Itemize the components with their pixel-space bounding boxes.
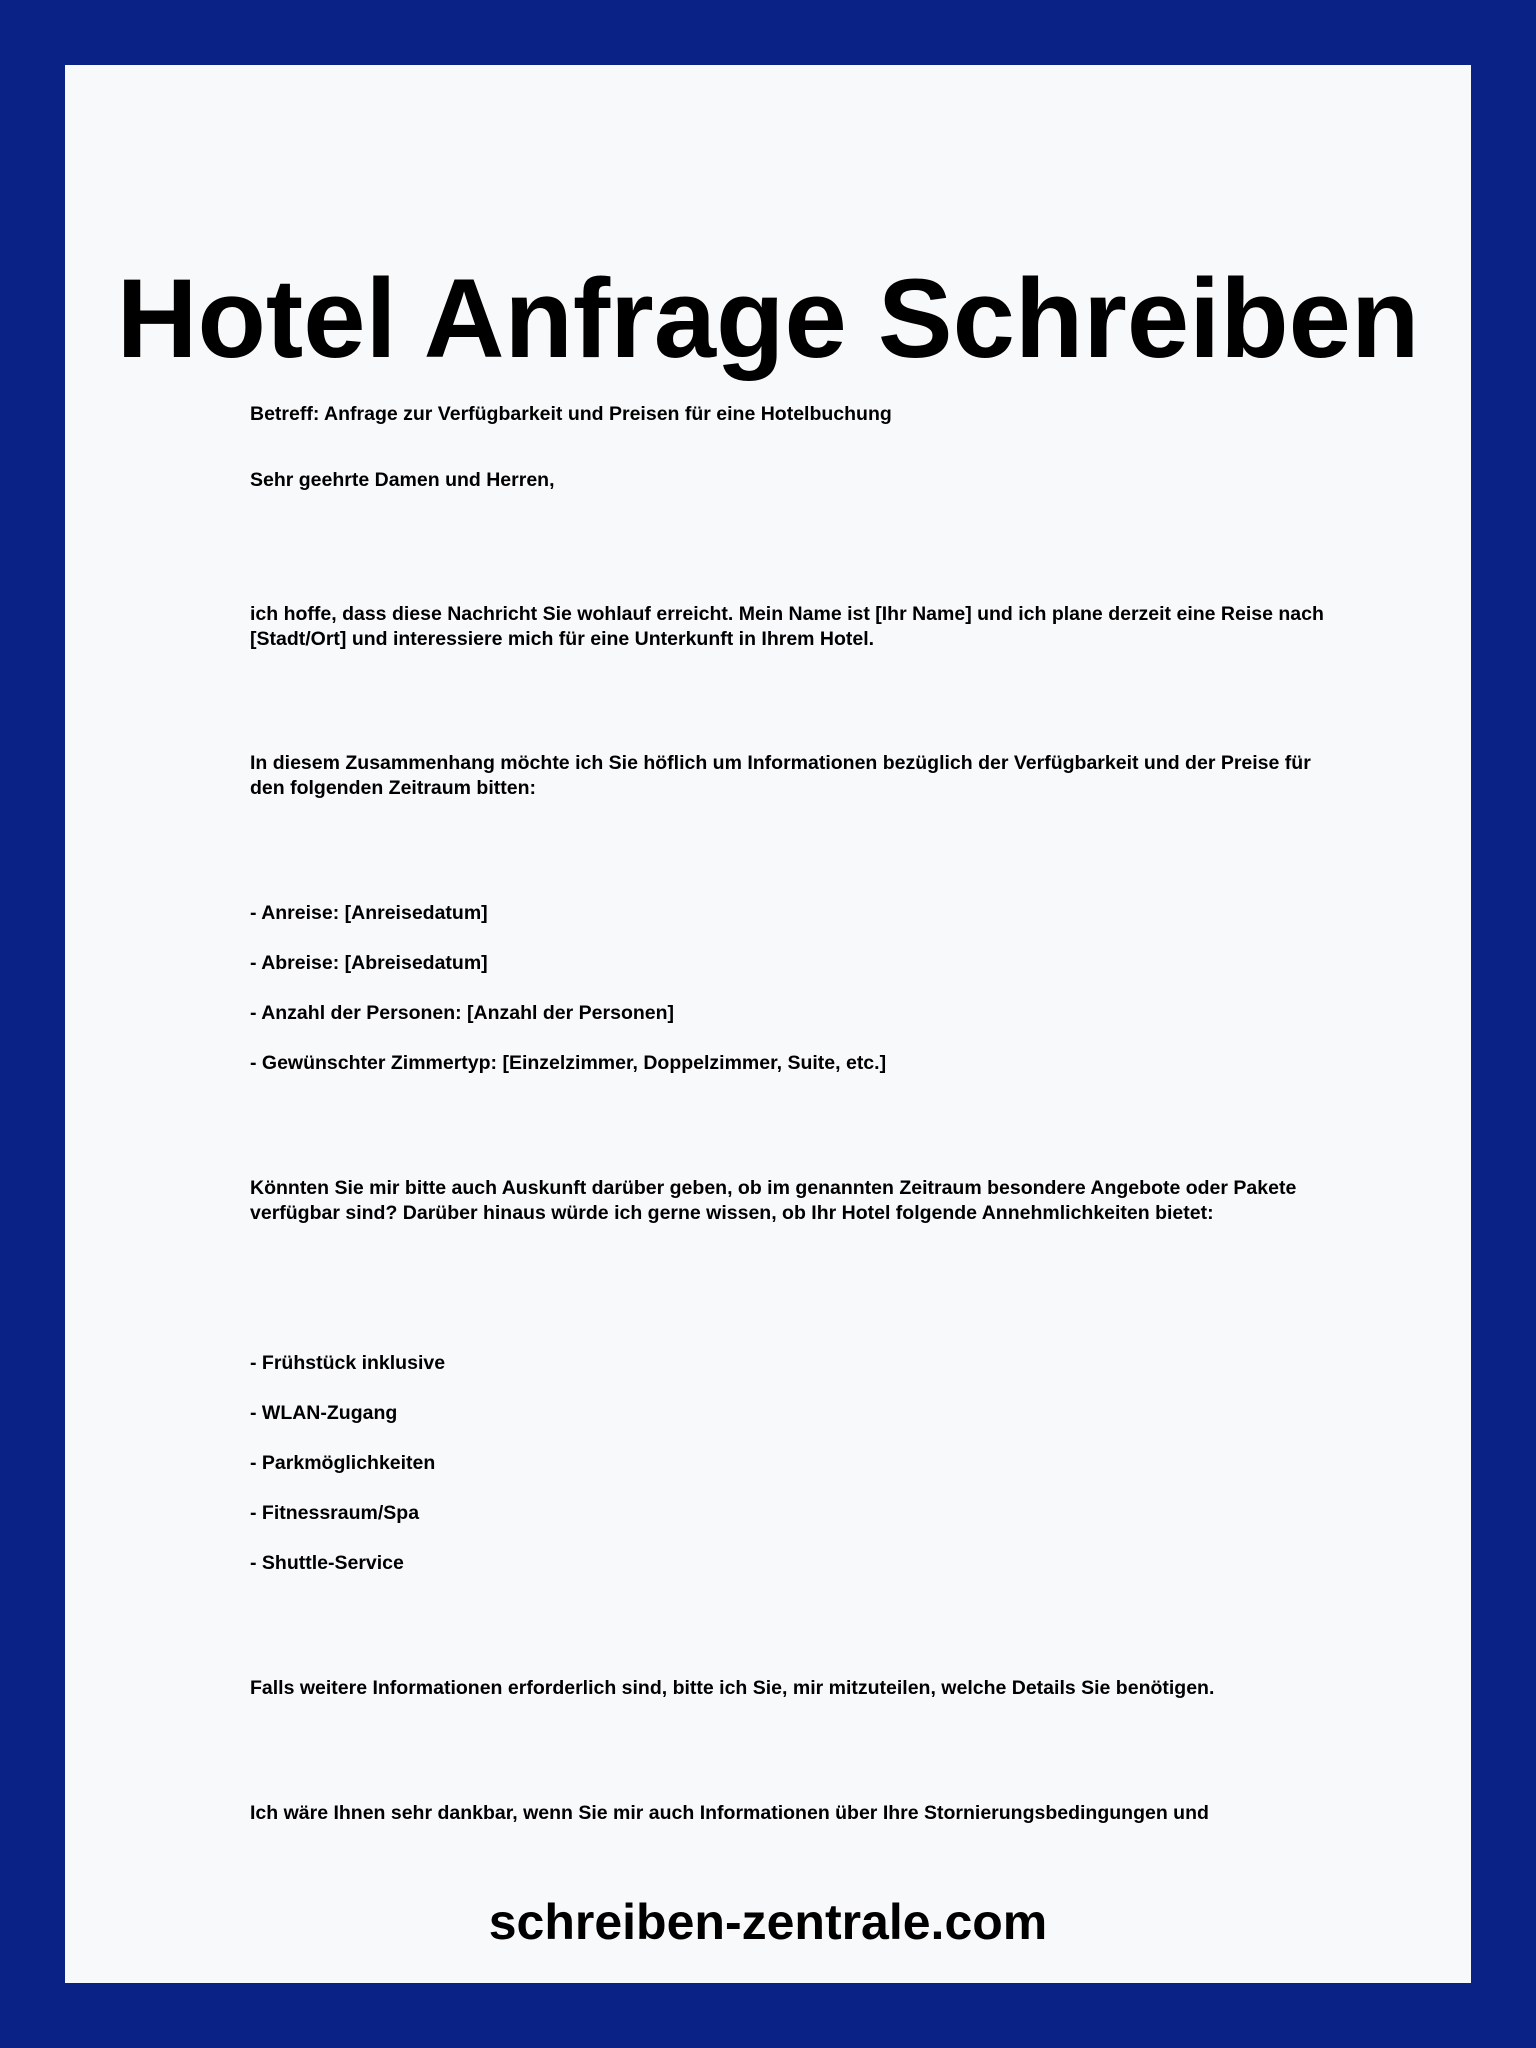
amenity-item-fitness: - Fitnessraum/Spa (250, 1502, 420, 1524)
offers-paragraph: Könnten Sie mir bitte auch Auskunft darüber geben, ob im genannten Zeitraum besondere Angebote oder Pakete verfügbar sind? Darüber hinaus würde ich gerne wissen, ob Ihr Hotel folgende Annehmlichkeiten bietet: (250, 1177, 1297, 1224)
letter-page (65, 65, 1471, 1983)
intro-paragraph: ich hoffe, dass diese Nachricht Sie wohlauf erreicht. Mein Name ist [Ihr Name] und ich plane derzeit eine Reise nach [Stadt/Ort] und interessiere mich für eine Unterkunft in Ihrem Hotel. (250, 603, 1324, 650)
detail-item-arrival: - Anreise: [Anreisedatum] (250, 902, 488, 924)
amenity-item-shuttle: - Shuttle-Service (250, 1552, 404, 1574)
cancellation-paragraph: Ich wäre Ihnen sehr dankbar, wenn Sie mir auch Informationen über Ihre Stornierungsbedingungen und (250, 1802, 1209, 1824)
detail-item-persons: - Anzahl der Personen: [Anzahl der Personen] (250, 1002, 675, 1024)
subject-line: Betreff: Anfrage zur Verfügbarkeit und Preisen für eine Hotelbuchung (250, 403, 892, 425)
detail-item-departure: - Abreise: [Abreisedatum] (250, 952, 488, 974)
document-title: Hotel Anfrage Schreiben (116, 256, 1420, 381)
detail-item-room-type: - Gewünschter Zimmertyp: [Einzelzimmer, Doppelzimmer, Suite, etc.] (250, 1052, 887, 1074)
amenity-item-breakfast: - Frühstück inklusive (250, 1352, 446, 1374)
further-info-paragraph: Falls weitere Informationen erforderlich sind, bitte ich Sie, mir mitzuteilen, welche Details Sie benötigen. (250, 1677, 1215, 1699)
salutation: Sehr geehrte Damen und Herren, (250, 469, 555, 491)
request-paragraph: In diesem Zusammenhang möchte ich Sie höflich um Informationen bezüglich der Verfügbarkeit und der Preise für den folgenden Zeitraum bitten: (250, 752, 1311, 799)
amenity-item-parking: - Parkmöglichkeiten (250, 1452, 436, 1474)
website-footer: schreiben-zentrale.com (488, 1894, 1048, 1950)
amenity-item-wlan: - WLAN-Zugang (250, 1402, 398, 1424)
